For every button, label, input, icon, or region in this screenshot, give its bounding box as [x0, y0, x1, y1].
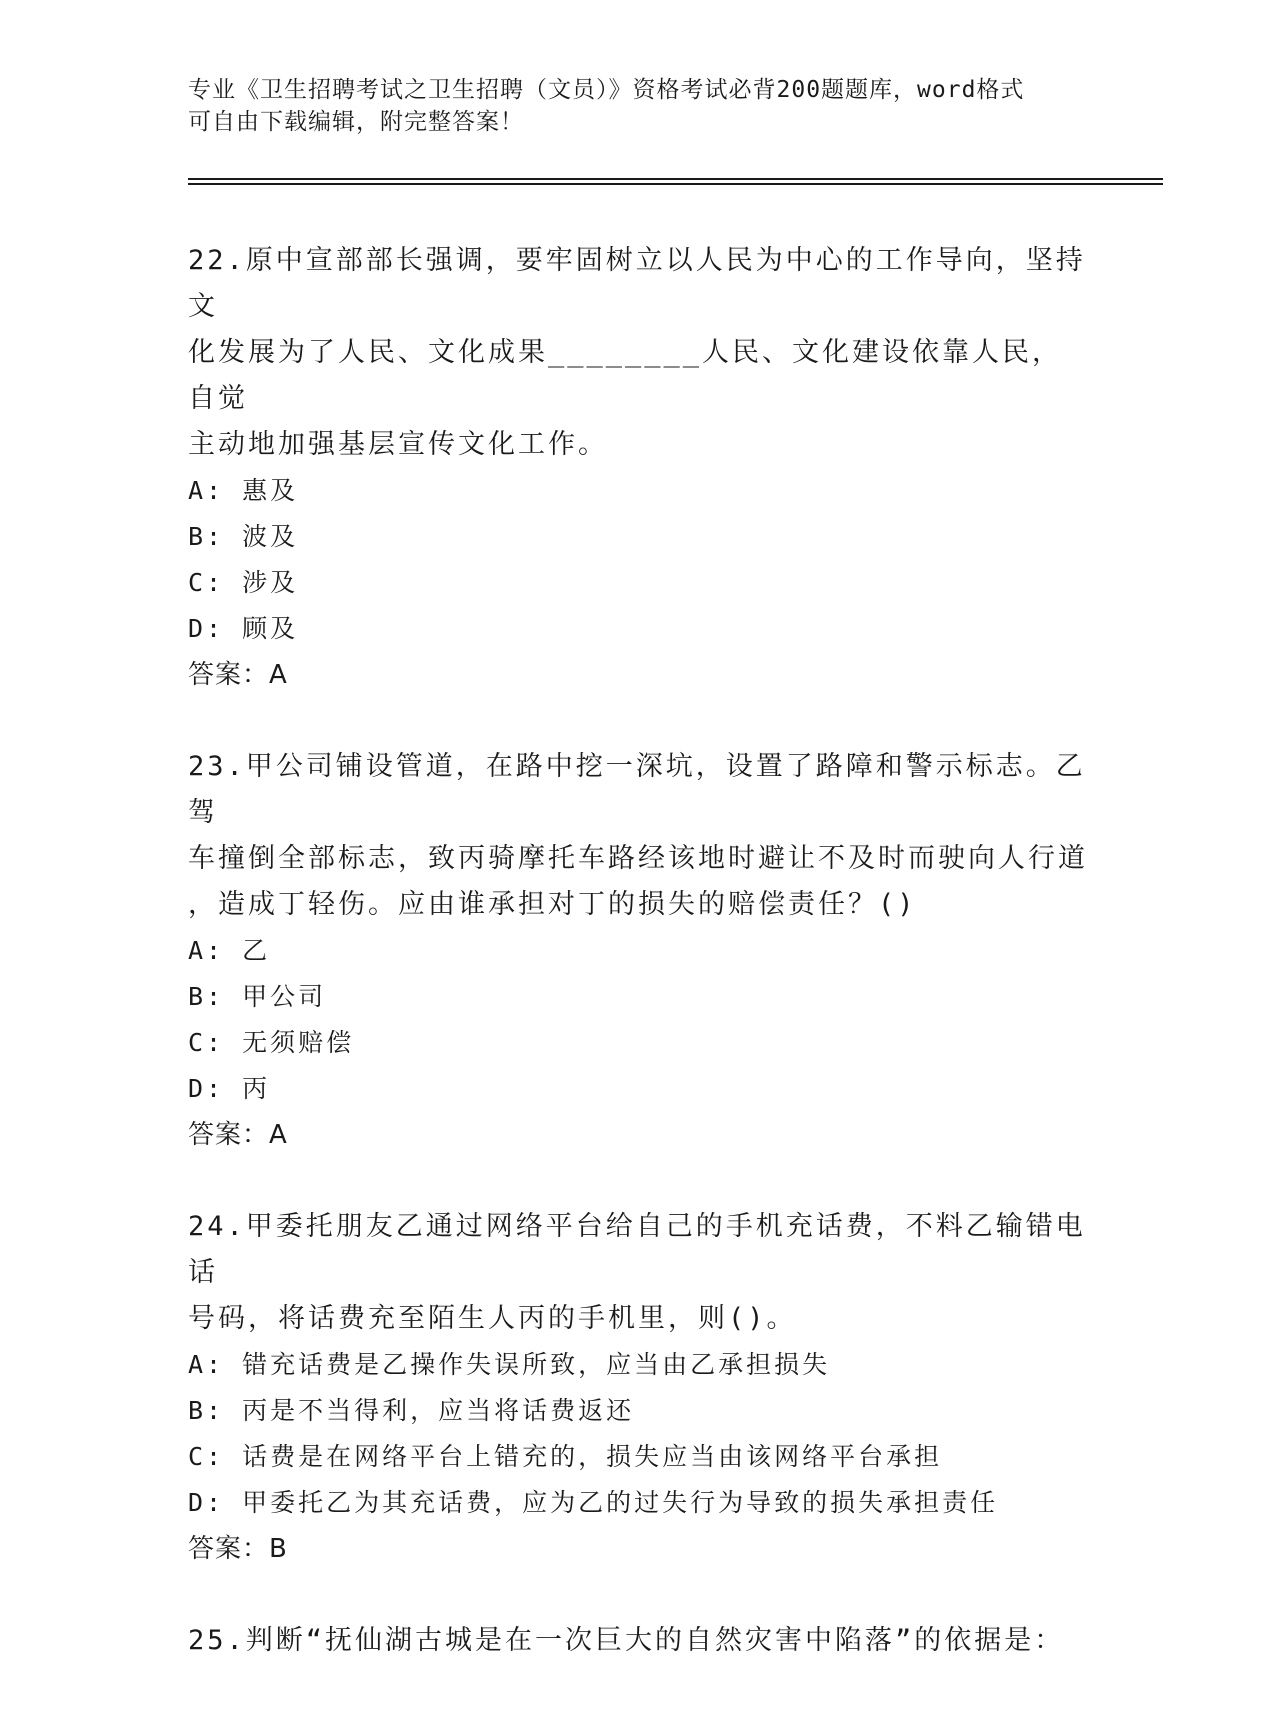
- document-header: [188, 74, 1088, 138]
- option-text: 无须赔偿: [242, 1028, 355, 1057]
- option-a: [188, 928, 1088, 974]
- header-divider-bottom: [188, 183, 1163, 185]
- option-key: A:: [188, 936, 225, 965]
- option-d: [188, 606, 1088, 652]
- stem-line: 车撞倒全部标志，致丙骑摩托车路经该地时避让不及时而驶向人行道: [188, 843, 1088, 874]
- stem-line: ，造成丁轻伤。应由谁承担对丁的损失的赔偿责任？(): [188, 889, 917, 920]
- question-stem: [188, 1204, 1088, 1342]
- option-text: 错充话费是乙操作失误所致，应当由乙承担损失: [242, 1350, 831, 1379]
- answer-line: 答案：A: [188, 660, 288, 690]
- option-text: 丙: [242, 1074, 271, 1103]
- option-text: 甲公司: [242, 982, 327, 1011]
- option-c: [188, 1434, 1088, 1480]
- question-stem: [188, 1618, 1088, 1664]
- stem-line: 22.原中宣部部长强调，要牢固树立以人民为中心的工作导向，坚持文: [188, 245, 1086, 322]
- option-b: [188, 514, 1088, 560]
- option-key: C:: [188, 1442, 225, 1471]
- option-a: [188, 1342, 1088, 1388]
- option-text: 乙: [242, 936, 271, 965]
- question-23: [188, 744, 1088, 1158]
- option-key: D:: [188, 1074, 225, 1103]
- stem-line: 25.判断“抚仙湖古城是在一次巨大的自然灾害中陷落”的依据是：: [188, 1625, 1065, 1656]
- question-25: [188, 1618, 1088, 1664]
- option-text: 顾及: [242, 614, 299, 643]
- question-24: [188, 1204, 1088, 1572]
- answer-line: 答案：A: [188, 1120, 288, 1150]
- header-line-2: 可自由下载编辑，附完整答案！: [188, 109, 524, 135]
- question-list: [188, 238, 1088, 1710]
- option-b: [188, 1388, 1088, 1434]
- stem-line: 化发展为了人民、文化成果________人民、文化建设依靠人民，自觉: [188, 337, 1063, 414]
- stem-line: 号码，将话费充至陌生人丙的手机里，则()。: [188, 1303, 797, 1334]
- option-key: D:: [188, 1488, 225, 1517]
- question-stem: [188, 238, 1088, 468]
- option-text: 惠及: [242, 476, 299, 505]
- stem-line: 23.甲公司铺设管道，在路中挖一深坑，设置了路障和警示标志。乙驾: [188, 751, 1086, 828]
- answer-line: 答案：B: [188, 1534, 288, 1564]
- option-key: B:: [188, 522, 225, 551]
- option-key: C:: [188, 568, 225, 597]
- option-c: [188, 560, 1088, 606]
- option-key: A:: [188, 476, 225, 505]
- header-line-1: 专业《卫生招聘考试之卫生招聘（文员）》资格考试必背200题题库，word格式: [188, 77, 1025, 103]
- option-key: A:: [188, 1350, 225, 1379]
- header-divider-top: [188, 178, 1163, 180]
- option-key: B:: [188, 1396, 225, 1425]
- option-key: C:: [188, 1028, 225, 1057]
- option-text: 甲委托乙为其充话费，应为乙的过失行为导致的损失承担责任: [242, 1488, 999, 1517]
- option-text: 话费是在网络平台上错充的，损失应当由该网络平台承担: [242, 1442, 943, 1471]
- option-key: B:: [188, 982, 225, 1011]
- option-text: 涉及: [242, 568, 299, 597]
- stem-line: 24.甲委托朋友乙通过网络平台给自己的手机充话费，不料乙输错电话: [188, 1211, 1086, 1288]
- stem-line: 主动地加强基层宣传文化工作。: [188, 429, 608, 460]
- question-22: [188, 238, 1088, 698]
- option-b: [188, 974, 1088, 1020]
- option-c: [188, 1020, 1088, 1066]
- option-text: 丙是不当得利，应当将话费返还: [242, 1396, 635, 1425]
- option-a: [188, 468, 1088, 514]
- question-stem: [188, 744, 1088, 928]
- option-text: 波及: [242, 522, 299, 551]
- option-d: [188, 1066, 1088, 1112]
- option-key: D:: [188, 614, 225, 643]
- option-d: [188, 1480, 1088, 1526]
